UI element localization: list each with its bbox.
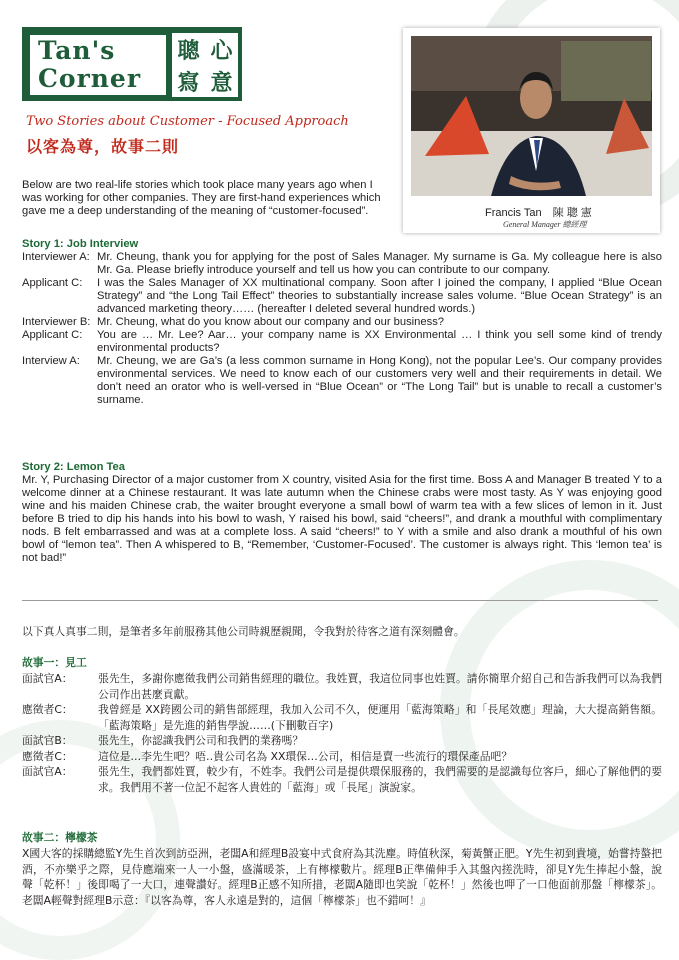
zh-story1-heading: 故事一：見工 [22,656,87,669]
zh-intro-paragraph: 以下真人真事二則，是筆者多年前服務其他公司時親歷親聞，令我對於待客之道有深刻體會。 [22,625,465,638]
logo-char: 聰 [177,37,200,64]
dialog-line [22,316,662,329]
photo-caption-name: Francis Tan 陳 聰 憲 [485,207,592,219]
story2-heading: Story 2: Lemon Tea [22,461,125,473]
logo-line-2: Corner [38,64,141,93]
zh-dialog-line [22,764,662,795]
zh-dialog-line [22,749,662,765]
article-title-en: Two Stories about Customer - Focused Approach [26,114,349,129]
zh-dialog-speaker: 面試官A： [22,672,73,685]
dialog-speaker: Applicant C: [22,277,83,289]
tans-corner-logo [22,27,242,101]
dialog-speaker: Interview A: [22,355,80,367]
dialog-line [22,251,662,277]
dialog-text: Mr. Cheung, thank you for applying for the post of Sales Manager. My surname is Ga. My colleague here is also Mr. Ga. Please briefly introduce yourself and tell us how you can contribute to our company. [97,251,662,276]
dialog-text: You are … Mr. Lee? Aar… your company name is XX Environmental … I think you sell some kind of trendy environmental products? [97,329,662,354]
story2-body: Mr. Y, Purchasing Director of a major customer from X country, visited Asia for the first time. Boss A and Manager B treated Y to a welcome dinner at a Chinese restaurant. It was late autumn when the Chinese crabs were most tasty. As Y was enjoying good wine and his maiden Chinese crab, the waiter brought everyone a small bowl of warm tea with a few slices of lemon in it. Just before B tried to dip his hands into his bowl to wash, Y raised his bowl, said “cheers!”, and drank a mouthful with complimentary nods. B felt embarrassed and was at a complete loss. A said “cheers!” to Y with a smile and also drank a mouthful of his own bowl of “lemon tea”. Then A whispered to B, “Remember, ‘Customer-Focused’. The customer is always right. This ‘lemon tea’ is not bad!” [22,474,662,564]
portrait-photo [411,36,652,196]
logo-chinese-seal [172,33,238,97]
zh-dialog-text: 張先生，你認識我們公司和我們的業務嗎？ [98,734,304,747]
intro-paragraph: Below are two real-life stories which took place many years ago when I was working for other companies. They are first-hand experiences which gave me a deep understanding of the meaning of “customer-focused”. [22,179,381,217]
photo-caption-title: General Manager 總經理 [503,220,587,229]
dialog-speaker: Interviewer A: [22,251,90,263]
logo-line-1: Tan's [38,36,116,65]
dialog-text: I was the Sales Manager of XX multinational company. Soon after I joined the company, I applied “Blue Ocean Strategy” and “the Long Tail Effect” theories to substantially increase sales volume. “Blue Ocean Strategy” is an advanced marketing theory…… (hereafter I deleted several hundred words.) [97,277,662,315]
article-title-zh: 以客為尊，故事二則 [26,137,180,156]
dialog-line [22,277,662,316]
logo-char: 寫 [177,69,200,96]
portrait-illustration [411,36,652,196]
dialog-text: Mr. Cheung, what do you know about our company and our business? [97,316,445,328]
zh-dialog-text: 張先生，多謝你應徵我們公司銷售經理的職位。我姓賈，我這位同事也姓賈。請你簡單介紹自己和告訴我們可以為我們公司作出甚麼貢獻。 [98,672,662,701]
zh-dialog-speaker: 面試官B： [22,734,73,747]
zh-dialog-text: 張先生，我們都姓賈，較少有，不姓李。我們公司是提供環保服務的，我們需要的是認識每位客戶，細心了解他們的要求。我們用不著一位記不起客人貴姓的「藍海」或「長尾」演說家。 [98,765,662,794]
dialog-line [22,329,662,355]
dialog-line [22,355,662,407]
dialog-text: Mr. Cheung, we are Ga’s (a less common surname in Hong Kong), not the popular Lee’s. Our company provides environmental services. We need to know each of our customers very well and their requirements in detail. We don’t need an orator who is well-versed in “Blue Ocean” or “The Long Tail” but is unable to recall a customer’s surname. [97,355,662,406]
zh-dialog-speaker: 應徵者C： [22,703,73,716]
zh-story2-heading: 故事二：檸檬茶 [22,831,98,844]
story1-dialog [22,251,662,407]
logo-char: 心 [210,37,233,64]
section-divider [22,600,658,601]
zh-dialog-text: 這位是…李先生吧？唔‥貴公司名為 XX環保…公司，相信是賣一些流行的環保產品吧？ [98,749,513,763]
logo-char: 意 [210,69,233,96]
zh-story1-dialog [22,671,662,795]
story1-heading: Story 1: Job Interview [22,238,139,250]
portrait-photo-frame [403,28,660,233]
dialog-speaker: Applicant C: [22,329,83,341]
zh-dialog-speaker: 面試官A： [22,765,73,778]
logo-wordmark [28,33,168,97]
zh-story2-body: X國大客的採購總監Y先生首次到訪亞洲，老闆A和經理B設宴中式食府為其洗塵。時值秋深，菊黃蟹正肥。Y先生初到貴境，始嘗持螯把酒，不亦樂乎之際，見侍應端來一人一小盤，盛滿暖茶，上有檸檬數片。經理B正準備伸手入其盤內搓洗時，卻見Y先生捧起小盤，說聲「乾杯！」後即喝了一大口，連聲讚好。經理B正感不知所措，老闆A隨即也笑說「乾杯！」然後也呷了一口他面前那盤「檸檬茶」。老闆A輕聲對經理B示意：『以客為尊，客人永遠是對的，這個「檸檬茶」也不錯呵！』 [22,847,662,907]
zh-dialog-line [22,671,662,702]
zh-dialog-speaker: 應徵者C： [22,749,73,763]
zh-dialog-line [22,702,662,733]
zh-dialog-text: 我曾經是 XX跨國公司的銷售部經理，我加入公司不久，便運用「藍海策略」和「長尾效應」理論，大大提高銷售額。「藍海策略」是先進的銷售學說……(下刪數百字) [98,703,662,732]
zh-dialog-line [22,733,662,749]
dialog-speaker: Interviewer B: [22,316,91,328]
